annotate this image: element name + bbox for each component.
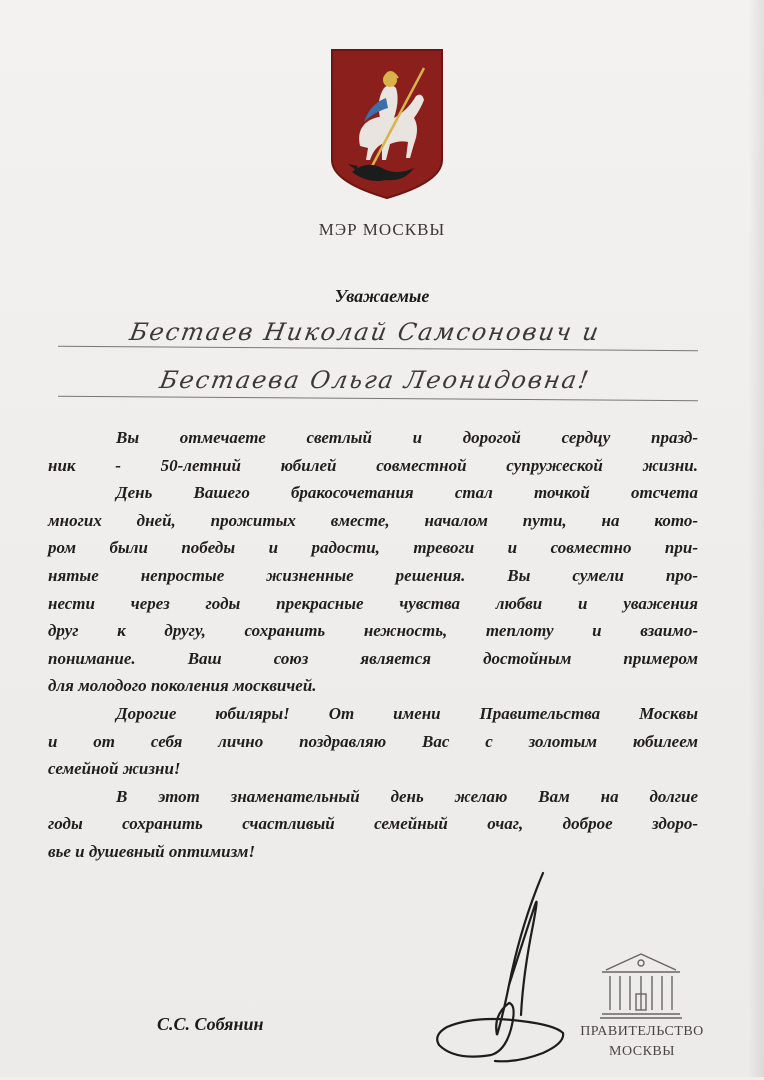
government-name-line-1: ПРАВИТЕЛЬСТВО — [580, 1024, 704, 1039]
body-line: годы сохранить счастливый семейный очаг, доброе здоро- — [48, 814, 698, 834]
body-line: друг к другу, сохранить нежность, теплоту и взаимо- — [48, 621, 698, 641]
salutation: Уважаемые — [334, 286, 430, 306]
body-line: Дорогие юбиляры! От имени Правительства Москвы — [116, 703, 698, 723]
body-line: нести через годы прекрасные чувства любви и уважения — [48, 593, 698, 613]
body-line: ром были победы и радости, тревоги и совместно при- — [48, 538, 698, 558]
government-name-line-2: МОСКВЫ — [609, 1044, 675, 1059]
body-line: День Вашего бракосочетания стал точкой отсчета — [116, 483, 698, 503]
government-building-icon — [596, 948, 686, 1020]
recipient-line-1: Бестаев Николай Самсонович и — [127, 318, 603, 346]
body-line: вье и душевный оптимизм! — [48, 841, 256, 861]
body-line: семейной жизни! — [48, 759, 181, 779]
body-line: для молодого поколения москвичей. — [48, 676, 317, 696]
letter-body — [48, 424, 698, 866]
recipient-line-2-rule — [58, 396, 698, 401]
body-line: нятые непростые жизненные решения. Вы сумели про- — [48, 565, 698, 585]
body-line: ник - 50-летний юбилей совместной супружеской жизни. — [48, 455, 698, 475]
body-line: понимание. Ваш союз является достойным примером — [48, 648, 698, 668]
body-line: и от себя лично поздравляю Вас с золотым юбилеем — [48, 731, 698, 751]
recipient-line-1-rule — [58, 346, 698, 351]
letterhead-title: МЭР МОСКВЫ — [318, 220, 446, 239]
moscow-coat-of-arms-icon — [330, 48, 444, 200]
body-line: многих дней, прожитых вместе, началом пути, на кото- — [48, 510, 698, 530]
recipient-line-2: Бестаева Ольга Леонидовна! — [157, 366, 593, 394]
government-name — [548, 1022, 736, 1062]
body-line: В этот знаменательный день желаю Вам на долгие — [116, 786, 698, 806]
body-line: Вы отмечаете светлый и дорогой сердцу празд- — [116, 428, 698, 447]
signer-name: С.С. Собянин — [157, 1014, 264, 1034]
